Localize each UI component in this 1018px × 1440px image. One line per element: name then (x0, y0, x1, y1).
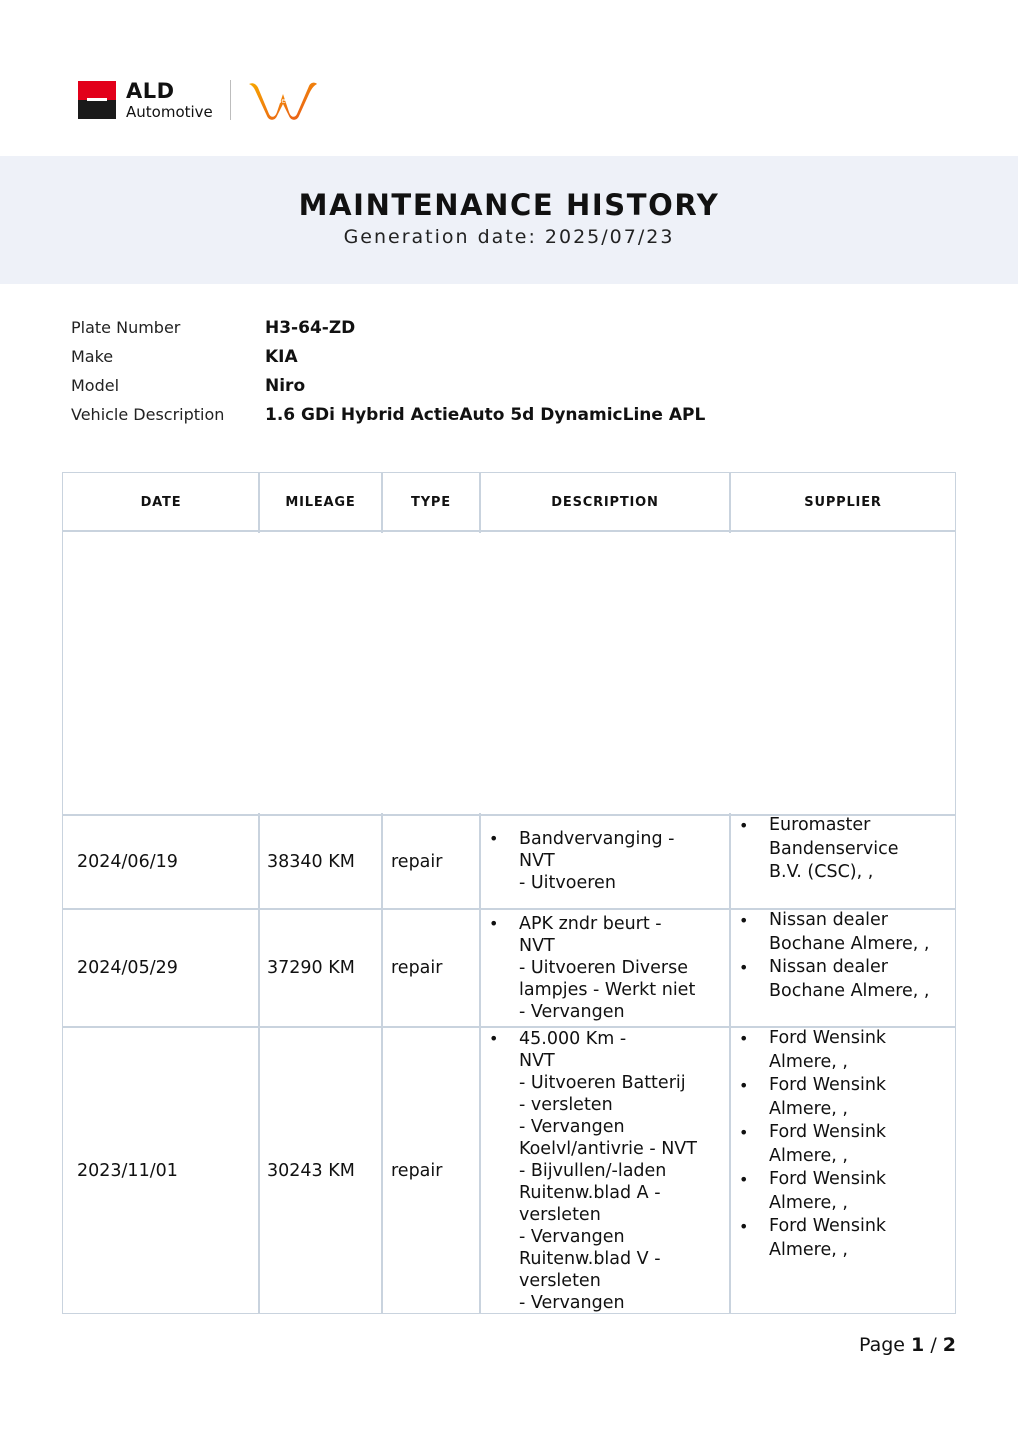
plate-value: H3-64-ZD (265, 318, 356, 338)
column-header-description: DESCRIPTION (551, 494, 659, 510)
column-divider (729, 473, 731, 533)
row-1-type: repair (391, 852, 443, 872)
column-header-type: TYPE (411, 494, 451, 510)
column-divider (258, 813, 260, 1313)
plate-label: Plate Number (71, 318, 181, 337)
supplier-item: • Ford Wensink Almere, , (731, 1215, 953, 1262)
ald-logo-mark (78, 81, 116, 119)
row-1-mileage: 38340 KM (267, 852, 355, 872)
supplier-item: • Ford Wensink Almere, , (731, 1121, 953, 1168)
brand-bottom: Automotive (126, 102, 213, 121)
info-row-plate (71, 318, 355, 338)
page-label: Page (858, 1334, 905, 1356)
header-divider (63, 530, 955, 532)
row-2-mileage: 37290 KM (267, 958, 355, 978)
supplier-item: • Ford Wensink Almere, , (731, 1168, 953, 1215)
row-2-description (481, 913, 726, 1023)
column-divider (258, 473, 260, 533)
column-divider (381, 473, 383, 533)
page-total: 2 (942, 1334, 956, 1356)
info-row-description (71, 405, 705, 425)
row-1-supplier (731, 814, 953, 885)
row-3-mileage: 30243 KM (267, 1161, 355, 1181)
page-title: MAINTENANCE HISTORY (298, 188, 720, 222)
logo-divider (230, 80, 231, 120)
column-header-date: DATE (140, 494, 182, 510)
page-separator: / (930, 1334, 937, 1356)
description-value: 1.6 GDi Hybrid ActieAuto 5d DynamicLine APL (265, 405, 706, 425)
row-1-date: 2024/06/19 (77, 852, 178, 872)
header-logos (78, 76, 319, 124)
description-label: Vehicle Description (71, 405, 225, 424)
make-value: KIA (265, 347, 298, 367)
leaseplan-logo-text: LeasePlan (265, 97, 301, 105)
description-item: • Bandvervanging - NVT - Uitvoeren (481, 828, 726, 894)
row-2-date: 2024/05/29 (77, 958, 178, 978)
row-2-type: repair (391, 958, 443, 978)
model-label: Model (71, 376, 120, 395)
column-divider (381, 813, 383, 1313)
supplier-item: • Nissan dealer Bochane Almere, , (731, 956, 953, 1003)
column-header-supplier: SUPPLIER (804, 494, 882, 510)
description-item: • 45.000 Km - NVT - Uitvoeren Batterij - versleten - Vervangen Koelvl/antivrie - NVT - Bijvullen/-laden Ruitenw.blad A - versleten - Vervangen Ruitenw.blad V - versleten - Vervangen (481, 1028, 726, 1314)
page-number (859, 1334, 956, 1356)
info-row-model (71, 376, 305, 396)
leaseplan-logo (247, 78, 319, 122)
model-value: Niro (265, 376, 306, 396)
maintenance-table (62, 472, 956, 1314)
generation-date: Generation date: 2025/07/23 (343, 226, 675, 248)
description-item: • APK zndr beurt - NVT - Uitvoeren Diverse lampjes - Werkt niet - Vervangen (481, 913, 726, 1023)
row-2-supplier (731, 909, 953, 1003)
supplier-item: • Euromaster Bandenservice B.V. (CSC), , (731, 814, 953, 885)
row-1-description (481, 828, 726, 894)
row-3-supplier (731, 1027, 953, 1262)
column-divider (479, 473, 481, 533)
ald-logo-text (126, 78, 213, 121)
brand-top: ALD (126, 78, 175, 103)
page-current: 1 (911, 1334, 925, 1356)
supplier-item: • Nissan dealer Bochane Almere, , (731, 909, 953, 956)
row-3-type: repair (391, 1161, 443, 1181)
supplier-item: • Ford Wensink Almere, , (731, 1074, 953, 1121)
info-row-make (71, 347, 298, 367)
row-3-date: 2023/11/01 (77, 1161, 178, 1181)
column-header-mileage: MILEAGE (285, 494, 356, 510)
make-label: Make (71, 347, 114, 366)
row-3-description (481, 1028, 726, 1314)
supplier-item: • Ford Wensink Almere, , (731, 1027, 953, 1074)
